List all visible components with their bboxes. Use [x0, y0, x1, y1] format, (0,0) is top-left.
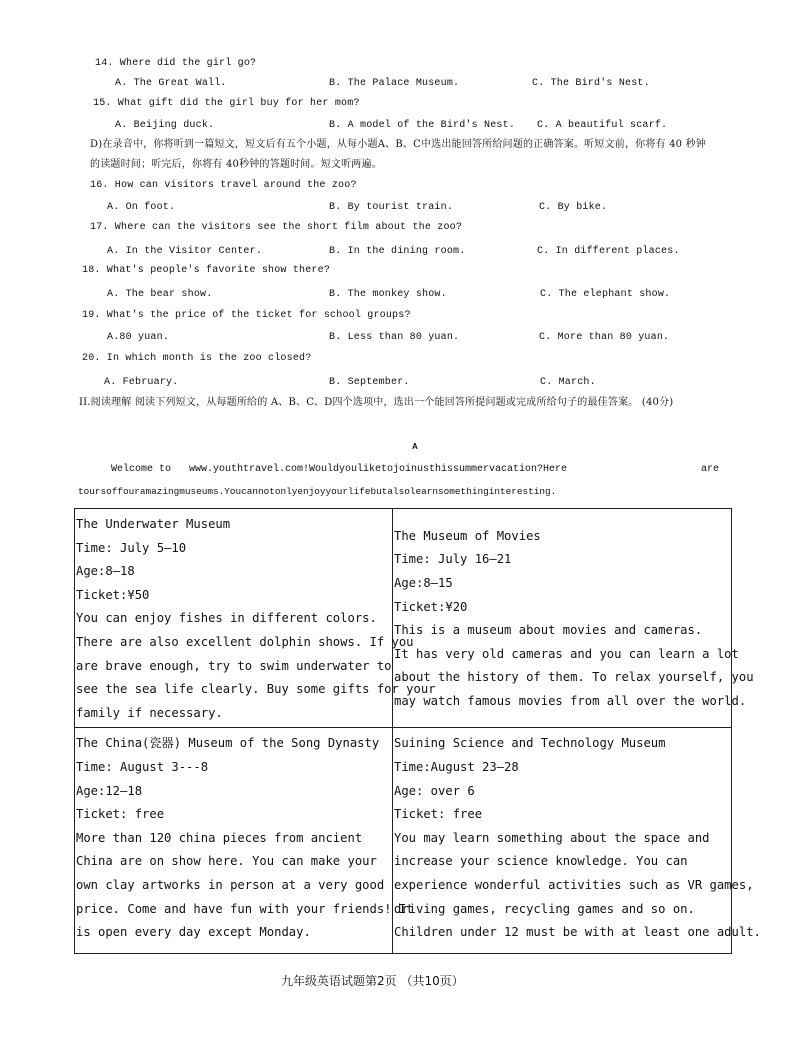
museum-desc-line: is open every day except Monday. — [76, 925, 311, 940]
museum-ticket: Ticket:¥50 — [76, 587, 150, 602]
museum-desc-line: family if necessary. — [76, 705, 223, 720]
museum-desc-line: increase your science knowledge. You can — [394, 854, 688, 869]
museum-desc-line: price. Come and have fun with your friends! It — [76, 901, 414, 916]
question-stem: 17. Where can the visitors see the short film about the zoo? — [90, 222, 463, 233]
museum-age: Age:12—18 — [76, 783, 143, 798]
museum-ticket: Ticket: free — [394, 807, 483, 822]
museum-desc-line: There are also excellent dolphin shows. If you — [76, 634, 414, 649]
museum-ticket: Ticket: free — [76, 807, 165, 822]
museum-ticket: Ticket:¥20 — [394, 599, 468, 614]
question-stem: 20. In which month is the zoo closed? — [82, 353, 312, 364]
museum-time: Time: July 5—10 — [76, 540, 187, 555]
option-c: C. The elephant show. — [540, 289, 671, 300]
museum-cell-china — [75, 728, 414, 954]
museum-desc-line: experience wonderful activities such as VR games, — [394, 877, 754, 892]
intro-url-line: www.youthtravel.com!Wouldyouliketojoinusthissummervacation?Here — [189, 464, 568, 475]
museum-time: Time:August 23—28 — [394, 759, 519, 774]
option-b: B. By tourist train. — [329, 202, 454, 213]
museum-desc-line: This is a museum about movies and cameras. — [394, 623, 703, 638]
museum-name: Suining Science and Technology Museum — [394, 736, 666, 751]
museum-age: Age:8—15 — [394, 575, 453, 590]
museum-desc-line: own clay artworks in person at a very good — [76, 877, 385, 892]
museum-desc-line: are brave enough, try to swim underwater to — [76, 658, 392, 673]
intro-welcome: Welcome to — [111, 464, 172, 475]
option-a: A. The bear show. — [107, 289, 213, 300]
option-b: B. In the dining room. — [329, 246, 466, 257]
museum-time: Time: July 16—21 — [394, 552, 512, 567]
museum-cell-movies — [393, 509, 754, 728]
museum-name: The Museum of Movies — [394, 528, 541, 543]
passage-label: A — [412, 442, 418, 451]
option-b: B. The Palace Museum. — [329, 78, 460, 89]
museum-desc-line: It has very old cameras and you can learn a lot — [394, 646, 739, 661]
museum-name: The Underwater Museum — [76, 517, 231, 531]
option-b: B. A model of the Bird's Nest. — [329, 120, 516, 131]
museum-cell-science — [393, 728, 761, 954]
museum-desc-line: driving games, recycling games and so on. — [394, 901, 695, 916]
museum-desc-line: More than 120 china pieces from ancient — [76, 830, 363, 845]
museum-age: Age:8—18 — [76, 564, 135, 579]
question-stem: 14. Where did the girl go? — [95, 58, 257, 69]
option-a: A.80 yuan. — [107, 332, 170, 343]
museum-time: Time: August 3---8 — [76, 759, 209, 774]
option-a: A. The Great Wall. — [115, 78, 227, 89]
option-c: C. A beautiful scarf. — [537, 120, 668, 131]
option-c: C. In different places. — [537, 246, 680, 257]
option-b: B. The monkey show. — [329, 289, 447, 300]
museum-desc-line: You can enjoy fishes in different colors. — [76, 611, 377, 626]
museum-desc-line: see the sea life clearly. Buy some gifts for your — [76, 682, 436, 697]
question-stem: 19. What's the price of the ticket for school groups? — [82, 310, 411, 321]
intro-line-2: toursoffouramazingmuseums.Youcannotonlyenjoyyourlifebutalsolearnsomethinginteresting. — [78, 486, 557, 497]
question-stem: 16. How can visitors travel around the zoo? — [90, 180, 357, 191]
museum-desc-line: You may learn something about the space and — [394, 830, 710, 845]
option-a: A. Beijing duck. — [115, 120, 215, 131]
museum-name: The China(瓷器) Museum of the Song Dynasty — [76, 736, 380, 751]
museum-table — [74, 508, 761, 954]
section-2-instruction: II.阅读理解 阅读下列短文，从每题所给的 A、B、C、D四个选项中，选出一个能回答所提问题或完成所给句子的最佳答案。 (40分) — [79, 397, 674, 408]
section-d-instruction: D)在录音中，你将听到一篇短文，短文后有五个小题，从每小题A、B、C中选出能回答所给问题的正确答案。听短文前，你将有 40 秒钟的读题时间；听完后，你将有 40秒钟的答题时间。短文听两遍。 — [90, 139, 707, 170]
question-stem: 15. What gift did the girl buy for her mom? — [93, 98, 360, 109]
option-a: A. On foot. — [107, 202, 176, 213]
option-a: A. In the Visitor Center. — [107, 246, 263, 257]
museum-desc-line: Children under 12 must be with at least one adult. — [394, 925, 761, 940]
museum-desc-line: China are on show here. You can make your — [76, 854, 377, 869]
option-a: A. February. — [104, 377, 179, 388]
page-footer: 九年级英语试题第2页 （共10页） — [281, 974, 464, 988]
museum-desc-line: about the history of them. To relax yourself, you — [394, 670, 754, 685]
option-c: C. By bike. — [539, 202, 608, 213]
option-c: C. More than 80 yuan. — [539, 332, 670, 343]
option-c: C. The Bird's Nest. — [532, 78, 650, 89]
museum-age: Age: over 6 — [394, 783, 475, 798]
option-b: B. Less than 80 yuan. — [329, 332, 460, 343]
museum-desc-line: may watch famous movies from all over the world. — [394, 693, 747, 708]
question-stem: 18. What's people's favorite show there? — [82, 265, 331, 276]
option-c: C. March. — [540, 377, 596, 388]
intro-are: are — [701, 464, 720, 475]
option-b: B. September. — [329, 377, 410, 388]
